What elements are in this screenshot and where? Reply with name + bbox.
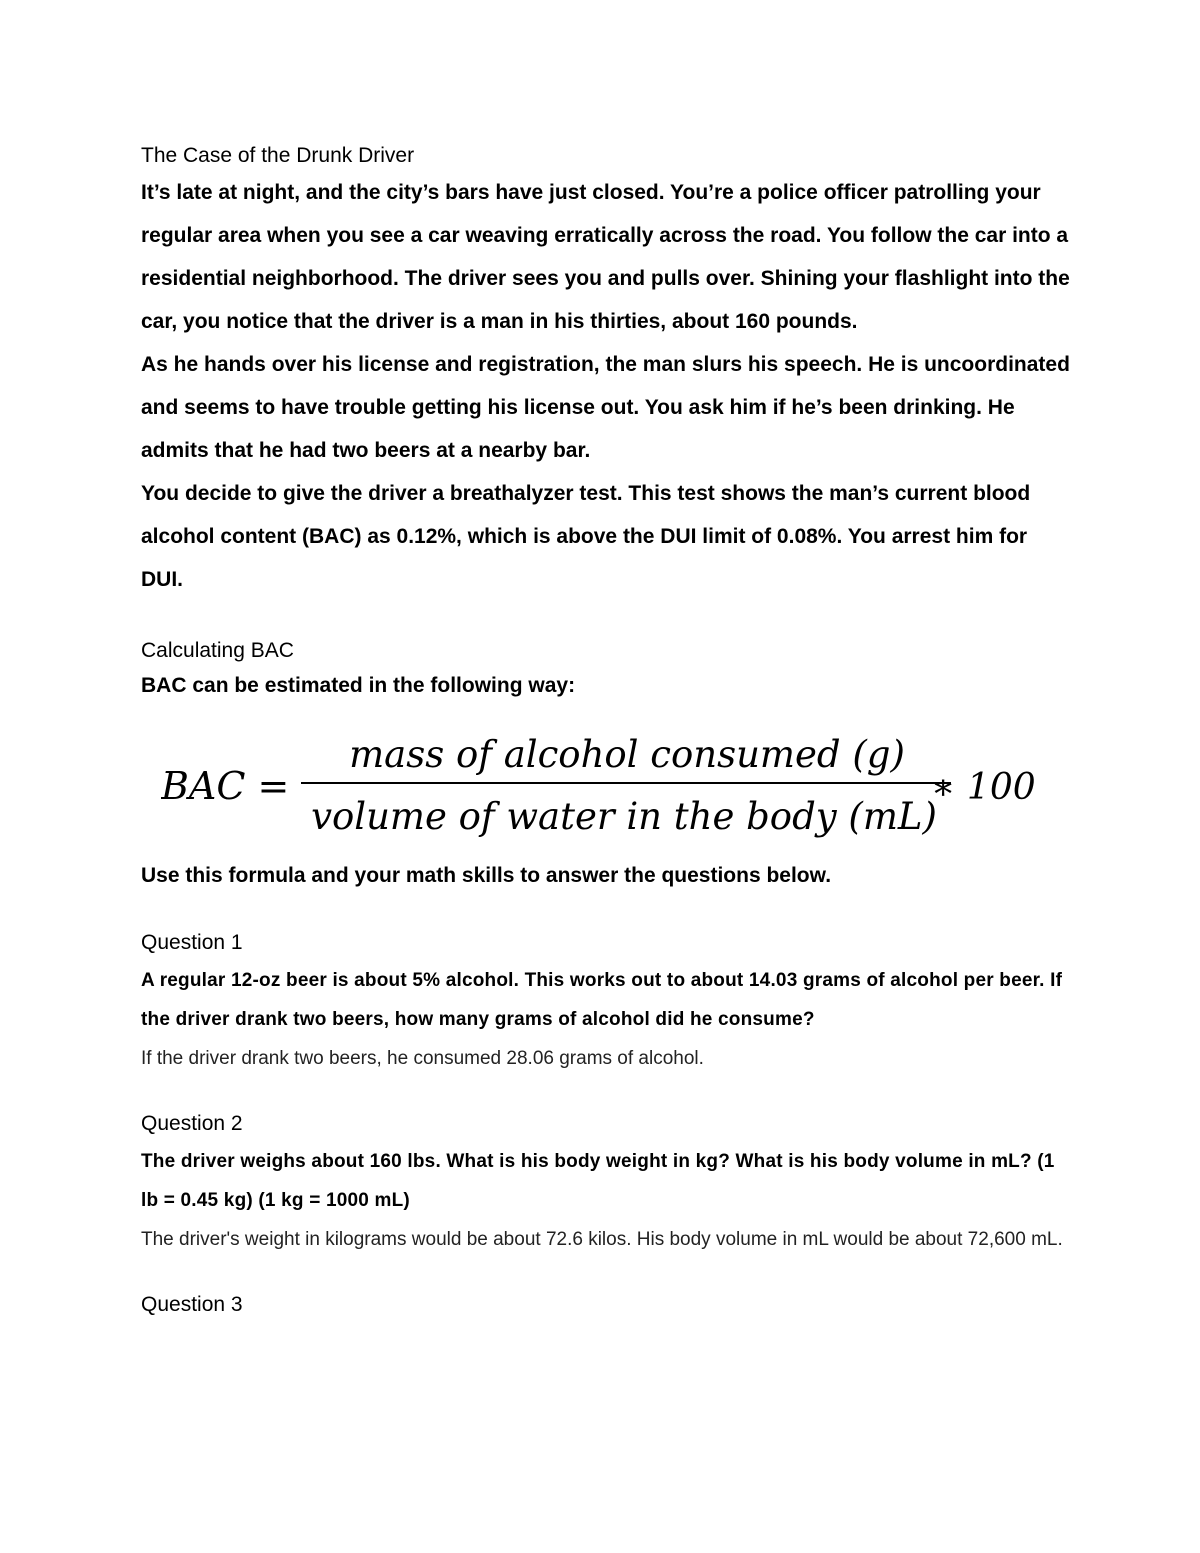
question-2-text: The driver weighs about 160 lbs. What is his body weight in kg? What is his body volume in mL? (1 lb = 0.45 kg) (1 kg = 1000 mL) <box>141 1151 1055 1211</box>
case-paragraph-2: As he hands over his license and registration, the man slurs his speech. He is uncoordinated and seems to have trouble getting his license out. You ask him if he’s been drinking. He admits that he had two beers at a nearby bar. <box>141 353 1070 462</box>
spacer <box>141 893 1071 925</box>
formula-numerator: mass of alcohol consumed (g) <box>349 733 905 776</box>
case-paragraph-3: You decide to give the driver a breathalyzer test. This test shows the man’s current blood alcohol content (BAC) as 0.12%, which is above the DUI limit of 0.08%. You arrest him for DUI. <box>141 482 1031 591</box>
question-2-title: Question 2 <box>141 1112 243 1135</box>
calc-instruction: Use this formula and your math skills to answer the questions below. <box>141 864 832 887</box>
spacer <box>141 601 1071 633</box>
question-2-answer: The driver's weight in kilograms would be about 72.6 kilos. His body volume in mL would be about 72,600 mL. <box>141 1229 1063 1250</box>
spacer <box>141 1259 1071 1287</box>
question-1-title: Question 1 <box>141 931 243 954</box>
bac-formula <box>141 713 1071 858</box>
question-1 <box>141 925 1071 1078</box>
formula-lhs: BAC = <box>161 764 290 808</box>
calc-intro: BAC can be estimated in the following way: <box>141 674 576 697</box>
spacer <box>141 1078 1071 1106</box>
question-3-title: Question 3 <box>141 1293 243 1316</box>
document-page <box>141 138 1071 1323</box>
question-1-answer: If the driver drank two beers, he consumed 28.06 grams of alcohol. <box>141 1048 704 1069</box>
question-2 <box>141 1106 1071 1259</box>
formula-multiplier: ∗ 100 <box>931 767 1036 808</box>
case-title: The Case of the Drunk Driver <box>141 144 415 167</box>
question-1-text: A regular 12-oz beer is about 5% alcohol. This works out to about 14.03 grams of alcohol per beer. If the driver drank two beers, how many grams of alcohol did he consume? <box>141 970 1063 1030</box>
case-paragraph-1: It’s late at night, and the city’s bars have just closed. You’re a police officer patrolling your regular area when you see a car weaving erratically across the road. You follow the car into a residential neighborhood. The driver sees you and pulls over. Shining your flashlight into the car, you notice that the driver is a man in his thirties, about 160 pounds. <box>141 181 1070 333</box>
question-3 <box>141 1287 1071 1323</box>
bac-formula-graphic <box>161 713 1061 853</box>
calc-title: Calculating BAC <box>141 639 294 662</box>
formula-denominator: volume of water in the body (mL) <box>311 795 937 838</box>
